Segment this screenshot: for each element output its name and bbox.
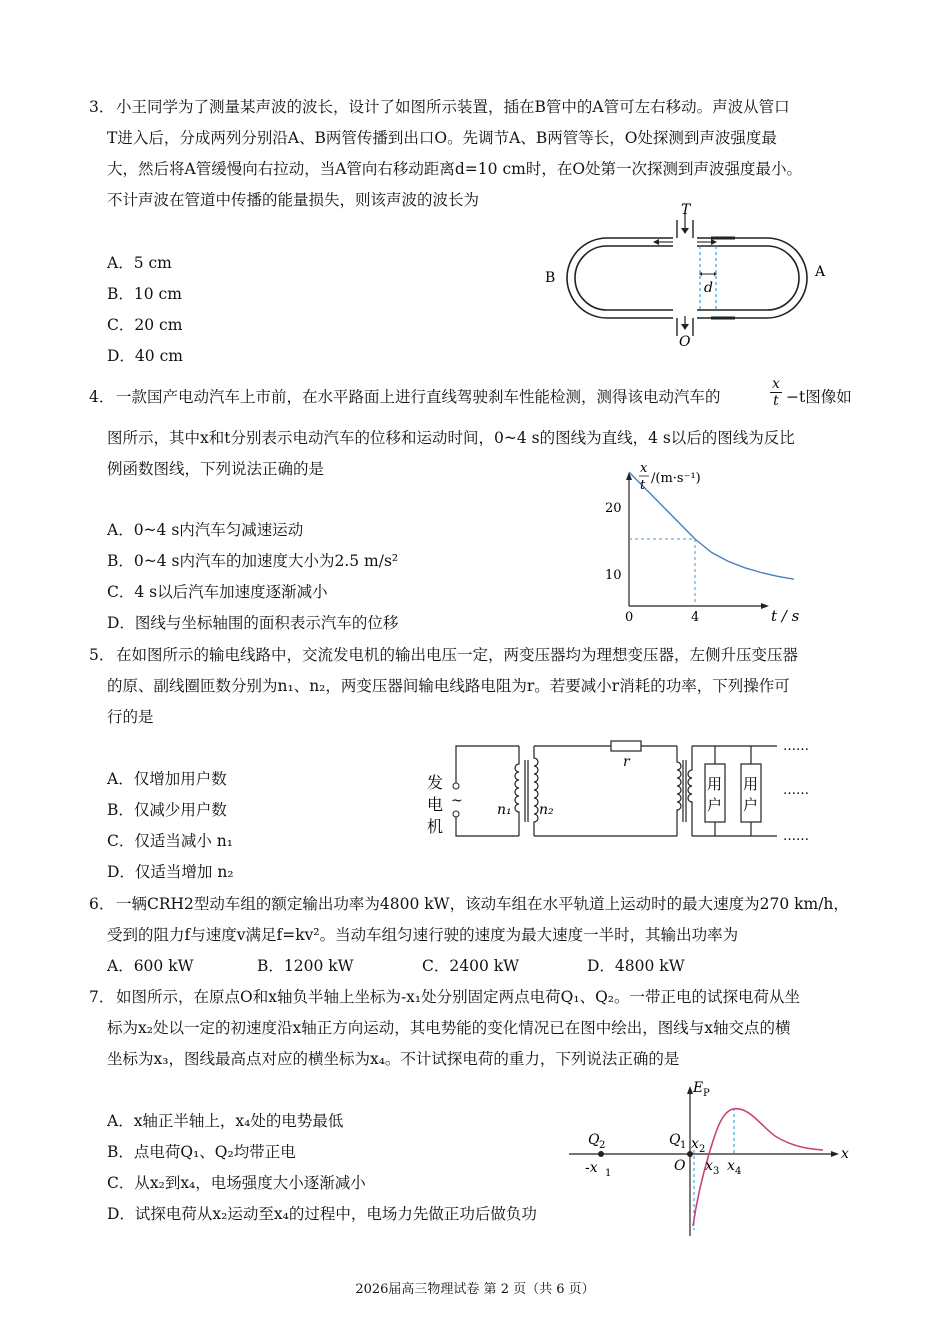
user2-char-1: 用 bbox=[743, 775, 759, 793]
q4-tick-y-20: 20 bbox=[605, 501, 622, 516]
q5-option-d[interactable]: D．仅适当增加 n₂ bbox=[107, 863, 234, 881]
q7-line-1: 如图所示，在原点O和x轴负半轴上坐标为-x₁处分别固定两点电荷Q₁、Q₂。一带正电的试探电荷从坐 bbox=[116, 988, 800, 1006]
Q2-label: Q bbox=[588, 1132, 600, 1148]
q4-frac-den: t bbox=[770, 392, 782, 409]
q3-line-1: 小王同学为了测量某声波的波长，设计了如图所示装置，插在B管中的A管可左右移动。声波从管口 bbox=[116, 98, 790, 116]
n1-label: n₁ bbox=[497, 802, 512, 818]
label-A: A bbox=[815, 264, 826, 280]
q6-option-d[interactable]: D．4800 kW bbox=[587, 957, 685, 975]
page-footer: 2026届高三物理试卷 第 2 页（共 6 页） bbox=[355, 1282, 595, 1297]
q6-line-2: 受到的阻力f与速度v满足f=kv²。当动车组匀速行驶的速度为最大速度一半时，其输出功率为 bbox=[107, 926, 739, 944]
q6-option-c[interactable]: C．2400 kW bbox=[422, 957, 520, 975]
q4-option-d[interactable]: D．图线与坐标轴围的面积表示汽车的位移 bbox=[107, 614, 399, 632]
q4-line-3: 例函数图线，下列说法正确的是 bbox=[107, 460, 325, 478]
q4-xt-chart bbox=[595, 456, 815, 628]
q7-option-c[interactable]: C．从x₂到x₄，电场强度大小逐渐减小 bbox=[107, 1174, 366, 1192]
q7-option-a[interactable]: A．x轴正半轴上，x₄处的电势最低 bbox=[107, 1112, 344, 1130]
q6-line-1: 一辆CRH2型动车组的额定输出功率为4800 kW，该动车组在水平轨道上运动时的最大速度为270 km/h， bbox=[116, 895, 849, 913]
q7-line-2: 标为x₂处以一定的初速度沿x轴正方向运动，其电势能的变化情况已在图中绘出，图线与x轴交点的横 bbox=[107, 1019, 791, 1037]
q4-ylabel-den: t bbox=[640, 478, 646, 493]
generator-char-1: 发 bbox=[427, 773, 444, 792]
q5-number: 5． bbox=[89, 646, 115, 664]
label-d: d bbox=[704, 280, 713, 296]
q4-option-c[interactable]: C．4 s以后汽车加速度逐渐减小 bbox=[107, 583, 328, 601]
q4-y-unit: /(m·s⁻¹) bbox=[651, 471, 701, 486]
x4-label: x bbox=[727, 1158, 735, 1174]
q4-origin: 0 bbox=[625, 610, 634, 625]
neg-x1-label: -x bbox=[585, 1160, 598, 1176]
q5-circuit-figure bbox=[425, 734, 830, 854]
q3-option-d[interactable]: D．40 cm bbox=[107, 347, 183, 365]
q3-line-3: 大，然后将A管缓慢向右拉动，当A管向右移动距离d=10 cm时，在O处第一次探测到声波强度最小。 bbox=[107, 160, 803, 178]
q4-option-b[interactable]: B．0~4 s内汽车的加速度大小为2.5 m/s² bbox=[107, 552, 399, 570]
q4-frac-num: x bbox=[772, 376, 780, 392]
user1-char-2: 户 bbox=[707, 796, 723, 814]
dots-top: …… bbox=[783, 739, 809, 754]
q5-option-b[interactable]: B．仅减少用户数 bbox=[107, 801, 227, 819]
q3-tube-figure bbox=[535, 200, 835, 350]
q4-tick-x-4: 4 bbox=[691, 610, 700, 625]
Q1-label: Q bbox=[669, 1132, 681, 1148]
generator-tilde: ~ bbox=[451, 793, 463, 809]
dots-bottom: …… bbox=[783, 829, 809, 844]
q7-option-b[interactable]: B．点电荷Q₁、Q₂均带正电 bbox=[107, 1143, 296, 1161]
q4-series-line bbox=[629, 472, 794, 579]
dots-mid: …… bbox=[783, 783, 809, 798]
q7-line-3: 坐标为x₃，图线最高点对应的横坐标为x₄。不计试探电荷的重力，下列说法正确的是 bbox=[107, 1050, 680, 1068]
q4-ylabel-num: x bbox=[640, 461, 648, 476]
q5-option-a[interactable]: A．仅增加用户数 bbox=[107, 770, 227, 788]
x3-sub: 3 bbox=[713, 1166, 720, 1177]
q3-option-c[interactable]: C．20 cm bbox=[107, 316, 183, 334]
ep-label: E bbox=[693, 1080, 704, 1096]
q5-option-c[interactable]: C．仅适当减小 n₁ bbox=[107, 832, 233, 850]
ep-label-sub: P bbox=[703, 1088, 710, 1099]
q7-option-d[interactable]: D．试探电荷从x₂运动至x₄的过程中，电场力先做正功后做负功 bbox=[107, 1205, 537, 1223]
q4-tick-y-10: 10 bbox=[605, 568, 622, 583]
generator-char-3: 机 bbox=[427, 817, 444, 836]
q3-option-b[interactable]: B．10 cm bbox=[107, 285, 182, 303]
Q1-sub: 1 bbox=[680, 1140, 687, 1151]
user2-char-2: 户 bbox=[743, 796, 759, 814]
user1-char-1: 用 bbox=[707, 775, 723, 793]
q5-line-1: 在如图所示的输电线路中，交流发电机的输出电压一定，两变压器均为理想变压器，左侧升压变压器 bbox=[116, 646, 799, 664]
x2-label: x bbox=[691, 1136, 699, 1152]
origin-O: O bbox=[674, 1158, 686, 1174]
q7-ep-graph bbox=[565, 1078, 855, 1238]
x4-sub: 4 bbox=[735, 1166, 742, 1177]
q4-xlabel: t / s bbox=[771, 607, 800, 625]
q4-line-1-post: −t图像如 bbox=[786, 388, 852, 406]
q7-number: 7． bbox=[89, 988, 115, 1006]
label-B: B bbox=[545, 270, 556, 286]
q5-line-2: 的原、副线圈匝数分别为n₁、n₂，两变压器间输电线路电阻为r。若要减小r消耗的功率，下列操作可 bbox=[107, 677, 790, 695]
q4-line-1-pre: 一款国产电动汽车上市前，在水平路面上进行直线驾驶刹车性能检测，测得该电动汽车的 bbox=[116, 388, 721, 406]
q5-line-3: 行的是 bbox=[107, 708, 154, 726]
q6-option-a[interactable]: A．600 kW bbox=[107, 957, 194, 975]
q4-number: 4． bbox=[89, 388, 115, 406]
q3-line-4: 不计声波在管道中传播的能量损失，则该声波的波长为 bbox=[107, 191, 480, 209]
label-O: O bbox=[679, 334, 691, 350]
x-axis-label: x bbox=[841, 1146, 849, 1162]
q4-line-2: 图所示，其中x和t分别表示电动汽车的位移和运动时间，0~4 s的图线为直线，4 s以后的图线为反比 bbox=[107, 429, 795, 447]
q6-number: 6． bbox=[89, 895, 115, 913]
q6-option-b[interactable]: B．1200 kW bbox=[257, 957, 354, 975]
Q2-sub: 2 bbox=[599, 1140, 606, 1151]
x2-sub: 2 bbox=[699, 1144, 706, 1155]
q3-option-a[interactable]: A．5 cm bbox=[107, 254, 172, 272]
n2-label: n₂ bbox=[539, 802, 554, 818]
neg-x1-sub: 1 bbox=[605, 1168, 612, 1179]
x3-label: x bbox=[705, 1158, 713, 1174]
generator-char-2: 电 bbox=[427, 795, 444, 814]
q3-line-2: T进入后，分成两列分别沿A、B两管传播到出口O。先调节A、B两管等长，O处探测到声波强度最 bbox=[107, 129, 777, 147]
r-label: r bbox=[623, 754, 630, 770]
label-T: T bbox=[681, 202, 691, 218]
q4-option-a[interactable]: A．0~4 s内汽车匀减速运动 bbox=[107, 521, 304, 539]
q3-number: 3． bbox=[89, 98, 115, 116]
